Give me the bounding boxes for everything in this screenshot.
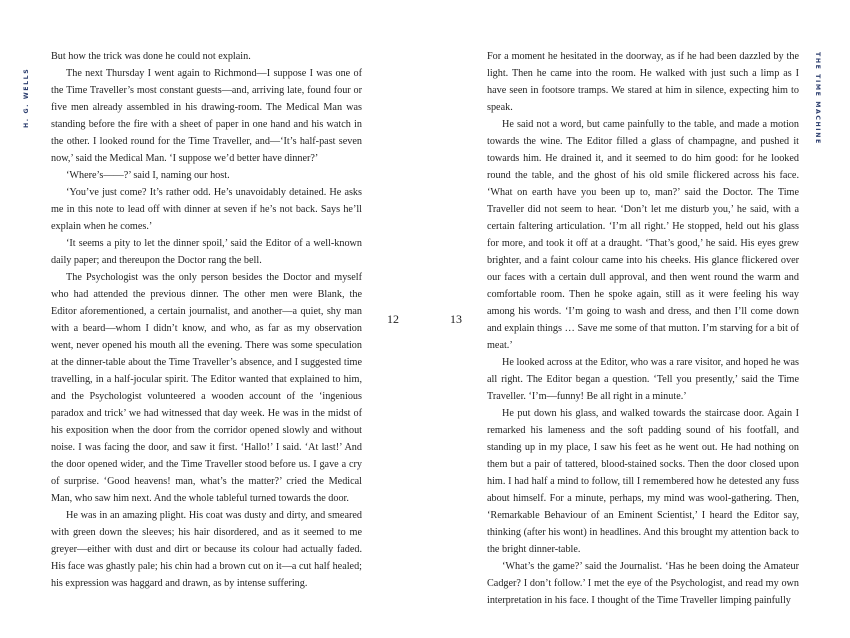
paragraph: ‘Where’s——?’ said I, naming our host. <box>66 170 230 181</box>
paragraph: ‘What’s the game?’ said the Journalist. ‘Has he been doing the Amateur Cadger? I don’t follow.’ I met the eye of the Psychologist, and read my own interpretation in his face. I thought of the Time Traveller limping painfully <box>487 561 799 606</box>
paragraph: ‘You’ve just come? It’s rather odd. He’s unavoidably detained. He asks me in this note to lead off with dinner at seven if he’s not back. Says he’ll explain when he comes.’ <box>51 187 362 232</box>
paragraph: He put down his glass, and walked towards the staircase door. Again I remarked his lameness and the soft padding sound of his footfall, and standing up in my place, I saw his feet as he went out. He had nothing on them but a pair of tattered, blood-stained socks. Then the door closed upon him. I had half a mind to follow, till I remembered how he detested any fuss about himself. For a minute, perhaps, my mind was wool-gathering. Then, ‘Remarkable Behaviour of an Eminent Scientist,’ I heard the Editor say, thinking (after his wont) in headlines. And this brought my attention back to the bright dinner-table. <box>487 408 799 555</box>
paragraph: He said not a word, but came painfully to the table, and made a motion towards the wine. The Editor filled a glass of champagne, and pushed it towards him. He drained it, and it seemed to do him good: for he looked round the table, and the ghost of his old smile flickered across his face. ‘What on earth have you been up to, man?’ said the Doctor. The Time Traveller did not seem to hear. ‘Don’t let me disturb you,’ he said, with a certain faltering articulation. ‘I’m all right.’ He stopped, held out his glass for more, and took it off at a draught. ‘That’s good,’ he said. His eyes grew brighter, and a faint colour came into his cheeks. His glance flickered over our faces with a certain dull approval, and then went round the warm and comfortable room. Then he spoke again, still as it were feeling his way among his words. ‘I’m going to wash and dress, and then I’ll come down and explain things … Save me some of that mutton. I’m starving for a bit of meat.’ <box>487 119 799 351</box>
paragraph: He looked across at the Editor, who was a rare visitor, and hoped he was all right. The Editor began a question. ‘Tell you presently,’ said the Time Traveller. ‘I’m—funny! Be all right in a minute.’ <box>487 357 799 402</box>
paragraph: For a moment he hesitated in the doorway, as if he had been dazzled by the light. Then he came into the room. He walked with just such a limp as I have seen in footsore tramps. We stared at him in silence, expecting him to speak. <box>487 51 799 113</box>
right-page-body <box>487 48 799 609</box>
paragraph: He was in an amazing plight. His coat was dusty and dirty, and smeared with green down the sleeves; his hair disordered, and as it seemed to me greyer—either with dust and dirt or because its colour had actually faded. His face was ghastly pale; his chin had a brown cut on it—a cut half healed; his expression was haggard and drawn, as by intense suffering. <box>51 510 362 589</box>
page-number-left: 12 <box>387 312 399 326</box>
paragraph: The next Thursday I went again to Richmond—I suppose I was one of the Time Traveller’s most constant guests—and, arriving late, found four or five men already assembled in his drawing-room. The Medical Man was standing before the fire with a sheet of paper in one hand and his watch in the other. I looked round for the Time Traveller, and—‘It’s half-past seven now,’ said the Medical Man. ‘I suppose we’d better have dinner?’ <box>51 68 362 164</box>
running-head-author: H. G. WELLS <box>23 67 30 128</box>
running-head-title: THE TIME MACHINE <box>814 52 821 145</box>
paragraph: But how the trick was done he could not explain. <box>51 51 251 62</box>
paragraph: The Psychologist was the only person besides the Doctor and myself who had attended the previous dinner. The other men were Blank, the Editor aforementioned, a certain journalist, and another—a quiet, shy man with a beard—whom I didn’t know, and who, as far as my observation went, never opened his mouth all the evening. There was some speculation at the dinner-table about the Time Traveller’s absence, and I suggested time travelling, in a half-jocular spirit. The Editor wanted that explained to him, and the Psychologist volunteered a wooden account of the ‘ingenious paradox and trick’ we had witnessed that day week. He was in the midst of his exposition when the door from the corridor opened slowly and without noise. I was facing the door, and saw it first. ‘Hallo!’ I said. ‘At last!’ And the door opened wider, and the Time Traveller stood before us. I gave a cry of surprise. ‘Good heavens! man, what’s the matter?’ cried the Medical Man, who saw him next. And the whole tableful turned towards the door. <box>51 272 362 504</box>
page-number-right: 13 <box>450 312 462 326</box>
left-page-body <box>51 48 362 592</box>
paragraph: ‘It seems a pity to let the dinner spoil,’ said the Editor of a well-known daily paper; and thereupon the Doctor rang the bell. <box>51 238 362 266</box>
